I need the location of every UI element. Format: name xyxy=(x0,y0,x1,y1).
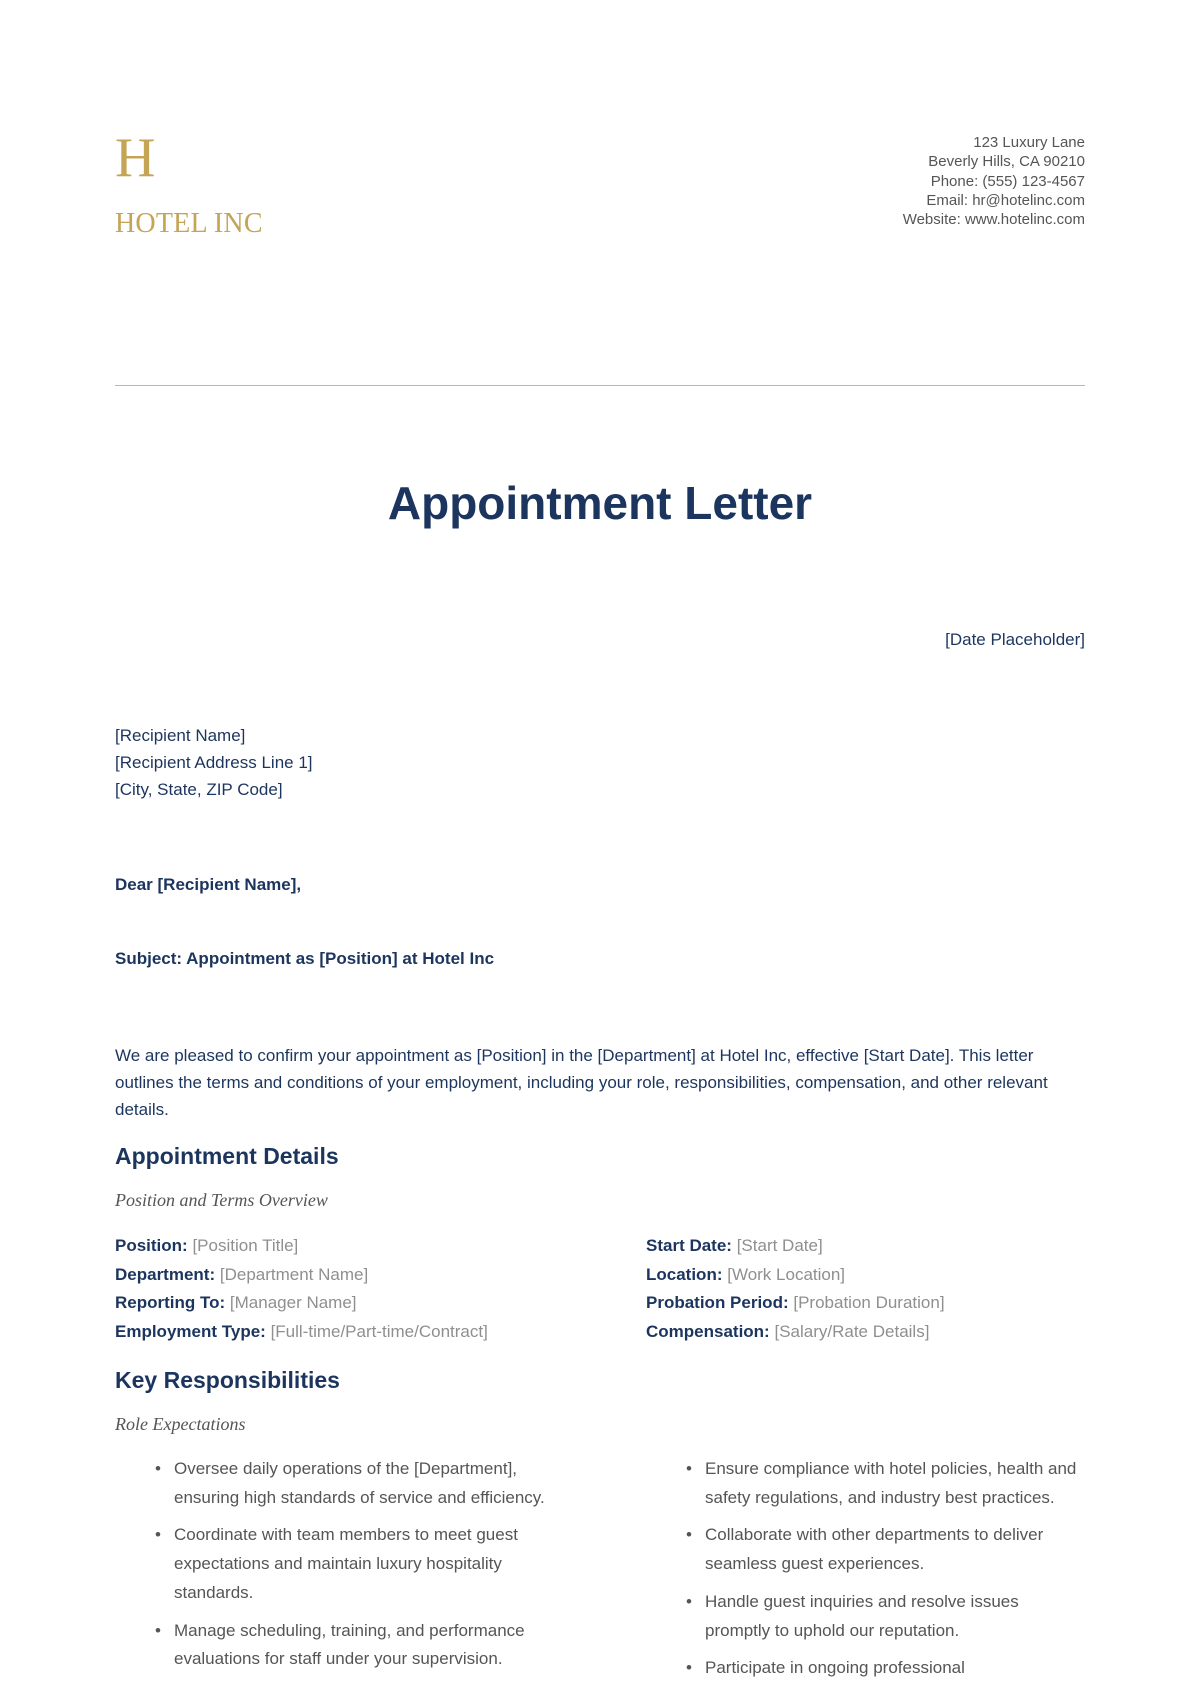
detail-label: Probation Period: xyxy=(646,1293,789,1313)
letter-date: [Date Placeholder] xyxy=(945,630,1085,649)
detail-row-department xyxy=(115,1261,488,1290)
list-item-text: Participate in ongoing professional xyxy=(705,1658,965,1678)
company-contact-block xyxy=(903,133,1085,229)
list-item xyxy=(686,1455,1086,1512)
bullet-icon: • xyxy=(155,1525,161,1545)
email: Email: hr@hotelinc.com xyxy=(926,191,1085,209)
bullet-icon: • xyxy=(686,1658,692,1678)
detail-label: Position: xyxy=(115,1236,188,1255)
detail-row-compensation xyxy=(646,1318,945,1347)
detail-value: [Probation Duration] xyxy=(793,1293,945,1313)
key-responsibilities-heading: Key Responsibilities xyxy=(115,1367,340,1393)
detail-value: [Salary/Rate Details] xyxy=(774,1322,930,1342)
detail-label: Compensation: xyxy=(646,1322,770,1342)
detail-value: [Position Title] xyxy=(192,1236,299,1255)
key-responsibilities-subheading: Role Expectations xyxy=(115,1414,246,1434)
detail-row-probation-period xyxy=(646,1289,945,1318)
detail-value: [Full-time/Part-time/Contract] xyxy=(270,1322,488,1342)
subject-line: Subject: Appointment as [Position] at Hotel Inc xyxy=(115,949,495,968)
detail-value: [Start Date] xyxy=(736,1236,823,1255)
bullet-icon: • xyxy=(686,1459,692,1478)
recipient-block xyxy=(115,722,313,803)
list-item-text: Handle guest inquiries and resolve issues promptly to uphold our reputation. xyxy=(705,1591,1019,1640)
detail-row-location xyxy=(646,1261,945,1290)
details-column-left xyxy=(115,1232,488,1347)
website: Website: www.hotelinc.com xyxy=(902,211,1085,229)
salutation: Dear [Recipient Name], xyxy=(115,875,302,894)
list-item-text: Oversee daily operations of the [Department], ensuring high standards of service and efficiency. xyxy=(174,1459,545,1507)
list-item-text: Manage scheduling, training, and performance evaluations for staff under your supervision. xyxy=(174,1620,525,1669)
list-item-text: Coordinate with team members to meet guest expectations and maintain luxury hospitality standards. xyxy=(174,1525,518,1602)
details-column-right xyxy=(646,1232,945,1347)
list-item-text: Collaborate with other departments to deliver seamless guest experiences. xyxy=(705,1525,1044,1574)
responsibilities-column-right xyxy=(686,1455,1086,1692)
detail-row-employment-type xyxy=(115,1318,488,1347)
detail-label: Location: xyxy=(646,1264,723,1284)
detail-label: Employment Type: xyxy=(115,1322,266,1342)
list-item xyxy=(155,1455,555,1512)
address-line-2: Beverly Hills, CA 90210 xyxy=(928,153,1085,171)
header-divider xyxy=(115,385,1085,386)
detail-label: Department: xyxy=(115,1264,216,1284)
recipient-address: [Recipient Address Line 1] xyxy=(115,753,313,772)
bullet-icon: • xyxy=(155,1459,161,1478)
detail-row-start-date xyxy=(646,1232,945,1261)
appointment-details-heading: Appointment Details xyxy=(115,1143,339,1169)
detail-label: Start Date: xyxy=(646,1236,732,1255)
recipient-city-state-zip: [City, State, ZIP Code] xyxy=(115,780,283,799)
list-item xyxy=(686,1654,1086,1683)
address-line-1: 123 Luxury Lane xyxy=(973,134,1085,151)
bullet-icon: • xyxy=(686,1591,692,1611)
list-item xyxy=(686,1588,1086,1645)
recipient-name: [Recipient Name] xyxy=(115,726,246,745)
detail-value: [Department Name] xyxy=(219,1264,369,1284)
intro-paragraph: We are pleased to confirm your appointment as [Position] in the [Department] at Hotel Inc, effective [Start Date]. This letter outlines the terms and conditions of your employment, including your role, responsibilities, compensation, and other relevant details. xyxy=(115,1046,1048,1119)
detail-row-position xyxy=(115,1232,488,1261)
detail-row-reporting-to xyxy=(115,1289,488,1318)
bullet-icon: • xyxy=(686,1525,692,1545)
list-item xyxy=(155,1521,555,1607)
letterhead xyxy=(115,0,1085,260)
bullet-icon: • xyxy=(155,1620,161,1640)
list-item xyxy=(686,1521,1086,1578)
responsibilities-column-left xyxy=(155,1455,555,1683)
page-title: Appointment Letter xyxy=(387,477,813,529)
list-item-text: Ensure compliance with hotel policies, health and safety regulations, and industry best practices. xyxy=(705,1459,1077,1507)
phone: Phone: (555) 123-4567 xyxy=(930,172,1085,190)
company-name: HOTEL INC xyxy=(115,208,263,239)
detail-value: [Work Location] xyxy=(727,1264,846,1284)
detail-label: Reporting To: xyxy=(115,1293,226,1313)
logo-mark: H xyxy=(115,127,156,189)
detail-value: [Manager Name] xyxy=(229,1293,357,1313)
list-item xyxy=(155,1617,555,1674)
appointment-details-subheading: Position and Terms Overview xyxy=(115,1190,328,1210)
